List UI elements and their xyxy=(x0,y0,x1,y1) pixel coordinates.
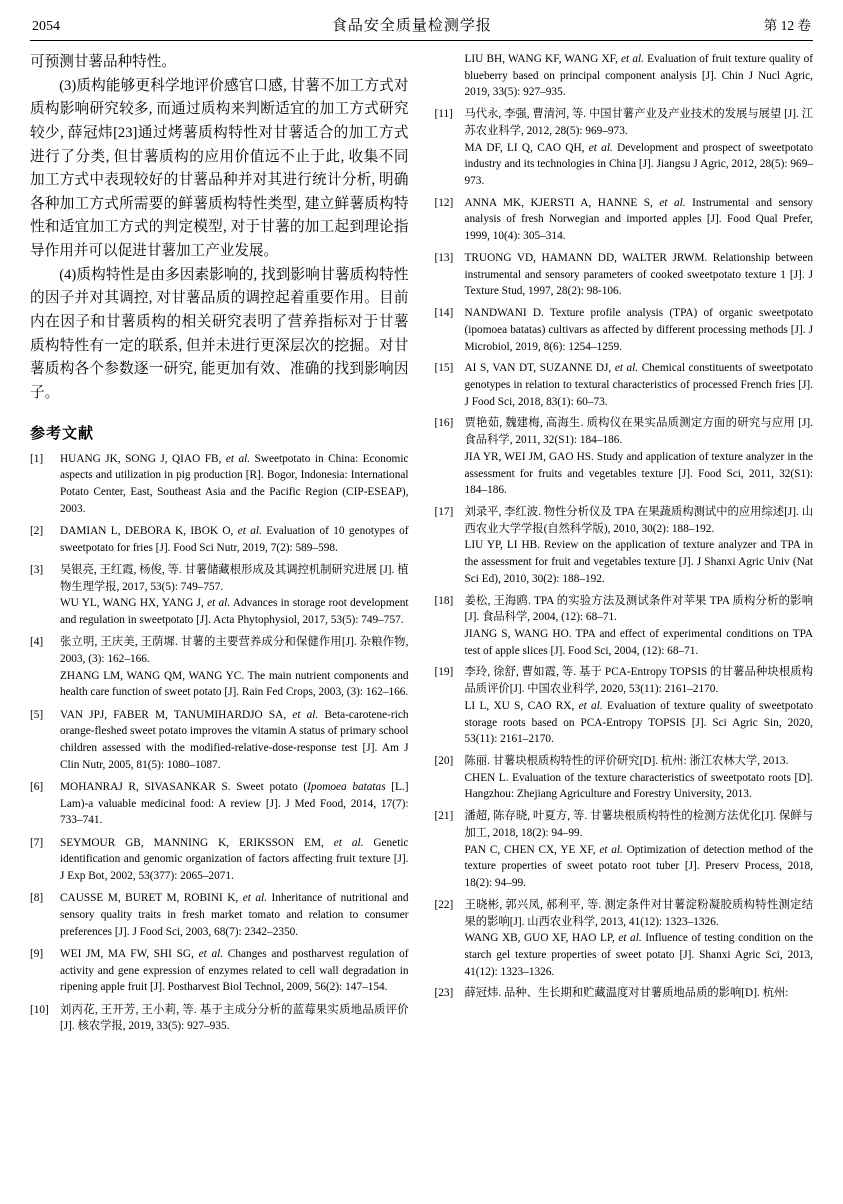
reference-item xyxy=(30,523,409,556)
paragraph-continued: 可预测甘薯品种特性。 xyxy=(30,54,176,70)
reference-number: [23] xyxy=(434,987,454,1000)
right-column xyxy=(435,51,814,1041)
reference-item xyxy=(435,504,814,588)
reference-item xyxy=(30,451,409,518)
reference-item xyxy=(435,664,814,748)
reference-number: [5] xyxy=(30,708,44,721)
reference-item xyxy=(435,415,814,499)
reference-text: 姜松, 王海鸥. TPA 的实验方法及测试条件对苹果 TPA 质构分析的影响 [J]. 食品科学, 2004, (12): 68–71. JIANG S, WANG HO. TPA and effect of experimental conditions on TPA test of apple slices [J]. Food Sci, 2004, (12): 68–71. xyxy=(464,594,813,657)
reference-text: 李玲, 徐舒, 曹如霞, 等. 基于 PCA-Entropy TOPSIS 的甘薯品种块根质构品质评价[J]. 中国农业科学, 2020, 53(11): 2161–2170. LI L, XU S, CAO RX, et al. Evaluation of texture quality of sweetpotato storage roots based on PCA-Entropy TOPSIS [J]. Sci Agric Sin, 2020, 53(11): 2161–2170. xyxy=(464,666,814,746)
reference-text: 马代永, 李强, 曹清河, 等. 中国甘薯产业及产业技术的发展与展望 [J]. 江苏农业科学, 2012, 28(5): 969–973. MA DF, LI Q, CAO QH, et al. Development and prospect of sweetpotato industry and its technologies in China [J]. Jiangsu J Agric, 2012, 28(5): 969–973. xyxy=(464,108,813,188)
reference-item xyxy=(30,890,409,940)
reference-item xyxy=(30,1002,409,1035)
reference-text: 贾艳茹, 魏建梅, 高海生. 质构仪在果实品质测定方面的研究与应用 [J]. 食品科学, 2011, 32(S1): 184–186. JIA YR, WEI JM, GAO HS. Study and application of texture analyzer in the assessment for fruits and vegetables texture [J]. Food Sci, 2011, 32(S1): 184–186. xyxy=(464,417,813,497)
reference-text: MOHANRAJ R, SIVASANKAR S. Sweet potato (Ipomoea batatas [L.] Lam)-a valuable medicinal food: A review [J]. J Med Food, 2014, 17(7): 733–741. xyxy=(60,781,409,827)
reference-text: WEI JM, MA FW, SHI SG, et al. Changes and postharvest regulation of activity and gene expression of enzymes related to cell wall degradation in ripening apple fruit [J]. Postharvest Biol Technol, 2009, 56(2): 147–154. xyxy=(60,948,409,994)
reference-number: [12] xyxy=(434,196,454,209)
paragraph-3: (3)质构能够更科学地评价感官口感, 甘薯不加工方式对质构影响研究较多, 而通过质构来判断适宜的加工方式研究较少, 薛冠炜[23]通过烤薯质构特性对甘薯适合的加工方式进行了分类, 但甘薯质构的应用价值远不止于此, 收集不同加工方式中表现较好的甘薯品种并对其进行统计分析, 明确各种加工方式所需要的鲜薯质构特性类型, 建立鲜薯质构特性和适宜加工方式的判定模型, 对于甘薯的加工起到理论指导作用并可以促进甘薯加工产业发展。 xyxy=(30,77,409,260)
reference-number: [17] xyxy=(434,505,454,518)
reference-number: [19] xyxy=(434,666,454,679)
left-column xyxy=(30,51,409,1041)
reference-item xyxy=(435,305,814,355)
reference-text: ANNA MK, KJERSTI A, HANNE S, et al. Instrumental and sensory analysis of fresh Norwegian and imported apples [J]. Food Qual Prefer, 1999, 10(4): 305–314. xyxy=(464,196,813,243)
reference-number: [21] xyxy=(434,810,454,823)
reference-item xyxy=(30,562,409,629)
reference-text: 张立明, 王庆美, 王荫墀. 甘薯的主要营养成分和保健作用[J]. 杂粮作物, 2003, (3): 162–166. ZHANG LM, WANG QM, WANG YC. The main nutrient components and health care function of sweet potato [J]. Rain Fed Crops, 2003, (3): 162–166. xyxy=(60,636,409,699)
reference-text: 陈丽. 甘薯块根质构特性的评价研究[D]. 杭州: 浙江农林大学, 2013. CHEN L. Evaluation of the texture characteristics of sweetpotato roots [D]. Hangzhou: Zhejiang Agriculture and Forestry University, 2013. xyxy=(464,755,813,801)
reference-item xyxy=(435,985,814,1002)
reference-text: TRUONG VD, HAMANN DD, WALTER JRWM. Relationship between instrumental and sensory parameters of cooked sweetpotato texture 1 [J]. J Texture Stud, 1997, 28(2): 98-106. xyxy=(464,251,813,298)
reference-text: CAUSSE M, BURET M, ROBINI K, et al. Inheritance of nutritional and sensory quality traits in fresh market tomato and relation to consumer preferences [J]. J Food Sci, 2003, 68(7): 2342–2350. xyxy=(60,892,409,938)
reference-number: [6] xyxy=(30,781,44,794)
reference-number: [10] xyxy=(30,1003,49,1016)
page-number: 2054 xyxy=(32,19,60,34)
reference-item xyxy=(435,195,814,245)
reference-number: [1] xyxy=(30,452,44,465)
reference-number: [7] xyxy=(30,836,44,849)
paragraph-4: (4)质构特性是由多因素影响的, 找到影响甘薯质构特性的因子并对其调控, 对甘薯品质的调控起着重要作用。目前内在因子和甘薯质构的相关研究表明了营养指标对于甘薯质构特性有一定的联系, 但并未进行更深层次的挖掘。对甘薯质构各个参数逐一研究, 能更加有效、准确的找到影响因子。 xyxy=(30,266,409,401)
reference-item xyxy=(30,779,409,829)
reference-item xyxy=(30,946,409,996)
reference-number: [9] xyxy=(30,948,44,961)
reference-text: 刘丙花, 王开芳, 王小莉, 等. 基于主成分分析的蓝莓果实质地品质评价[J]. 核农学报, 2019, 33(5): 927–935. xyxy=(60,1003,409,1033)
reference-number: [18] xyxy=(434,594,454,607)
reference-text: NANDWANI D. Texture profile analysis (TPA) of organic sweetpotato (ipomoea batatas) cultivars as affected by different processing methods [J]. J Microbiol, 2019, 8(6): 1254–1259. xyxy=(464,307,813,353)
reference-text: AI S, VAN DT, SUZANNE DJ, et al. Chemical constituents of sweetpotato genotypes in relation to textural characteristics of processed French fries [J]. J Food Sci, 2018, 83(1): 60–73. xyxy=(464,362,813,408)
reference-number: [22] xyxy=(434,898,454,911)
reference-item xyxy=(30,634,409,701)
reference-number: [11] xyxy=(434,108,453,121)
two-column-body xyxy=(30,51,813,1041)
reference-item xyxy=(435,593,814,660)
reference-number xyxy=(435,51,465,101)
reference-item xyxy=(30,707,409,774)
reference-text: DAMIAN L, DEBORA K, IBOK O, et al. Evaluation of 10 genotypes of sweetpotato for fries [J]. Food Sci Nutr, 2019, 7(2): 589–598. xyxy=(60,524,409,554)
reference-number: [3] xyxy=(30,563,44,576)
reference-list-left xyxy=(30,451,409,1036)
reference-number: [14] xyxy=(434,307,454,320)
reference-list-right xyxy=(435,51,814,1002)
journal-title: 食品安全质量检测学报 xyxy=(331,18,492,34)
reference-text: HUANG JK, SONG J, QIAO FB, et al. Sweetpotato in China: Economic aspects and utilization in pig production [R]. Bogor, Indonesia: International Potato Center, East, Southeast Asia and the Pacific Region (CIP-ESEAP), 2003. xyxy=(60,452,409,515)
reference-number: [13] xyxy=(434,251,454,264)
reference-text: 薛冠炜. 品种、生长期和贮藏温度对甘薯质地品质的影响[D]. 杭州: xyxy=(464,987,789,1000)
reference-text: LIU BH, WANG KF, WANG XF, et al. Evaluation of fruit texture quality of blueberry based on principal component analysis [J]. Chin J Nucl Agric, 2019, 33(5): 927–935. xyxy=(464,53,813,99)
reference-item xyxy=(435,360,814,410)
reference-number: [16] xyxy=(434,417,454,430)
references-heading: 参考文献 xyxy=(30,425,95,442)
reference-text: VAN JPJ, FABER M, TANUMIHARDJO SA, et al. Beta-carotene-rich orange-fleshed sweet potato improves the vitamin A status of primary school children assessed with the modified-relative-dose-response test [J]. Am J Clin Nutr, 2005, 81(5): 1080–1087. xyxy=(60,708,409,771)
reference-text: 吴银亮, 王红霞, 杨俊, 等. 甘薯储藏根形成及其调控机制研究进展 [J]. 植物生理学报, 2017, 53(5): 749–757. WU YL, WANG HX, YANG J, et al. Advances in storage root development and regulation in sweetpotato [J]. Acta Phytophysiol, 2017, 53(5): 749–757. xyxy=(60,563,409,627)
reference-item xyxy=(435,106,814,190)
reference-text: 刘录平, 李红波. 物性分析仪及 TPA 在果蔬质构测试中的应用综述[J]. 山西农业大学学报(自然科学版), 2010, 30(2): 188–192. LIU YP, LI HB. Review on the application of texture analyzer and TPA in the assessment for fruit and vegetables texture [J]. J Shanxi Agric Univ (Nat Sci Ed), 2010, 30(2): 188–192. xyxy=(464,505,813,585)
reference-text: 潘超, 陈存晓, 叶夏方, 等. 甘薯块根质构特性的检测方法优化[J]. 保鲜与加工, 2018, 18(2): 94–99. PAN C, CHEN CX, YE XF, et al. Optimization of detection method of the texture properties of sweet potato root tuber [J]. Preserv Process, 2018, 18(2): 94–99. xyxy=(464,810,814,890)
reference-text: 王晓彬, 郭兴凤, 郝利平, 等. 测定条件对甘薯淀粉凝胶质构特性测定结果的影响[J]. 山西农业科学, 2013, 41(12): 1323–1326. WANG XB, GUO XF, HAO LP, et al. Influence of testing condition on the starch gel texture properties of sweet potato [J]. Shanxi Agric Sci, 2013, 41(12): 1323–1326. xyxy=(464,898,813,978)
reference-item xyxy=(435,250,814,300)
volume-label: 第 12 卷 xyxy=(763,18,811,33)
reference-item xyxy=(30,835,409,885)
running-head xyxy=(30,14,813,41)
reference-item xyxy=(435,51,814,101)
reference-number: [15] xyxy=(434,362,454,375)
reference-number: [8] xyxy=(30,892,44,905)
reference-number: [20] xyxy=(434,755,454,768)
reference-item xyxy=(435,753,814,803)
reference-number: [4] xyxy=(30,636,44,649)
reference-item xyxy=(435,808,814,892)
reference-item xyxy=(435,897,814,981)
reference-text: SEYMOUR GB, MANNING K, ERIKSSON EM, et al. Genetic identification and genomic organization of factors affecting fruit texture [J]. J Exp Bot, 2002, 53(377): 2065–2071. xyxy=(60,836,409,883)
reference-number: [2] xyxy=(30,524,44,537)
